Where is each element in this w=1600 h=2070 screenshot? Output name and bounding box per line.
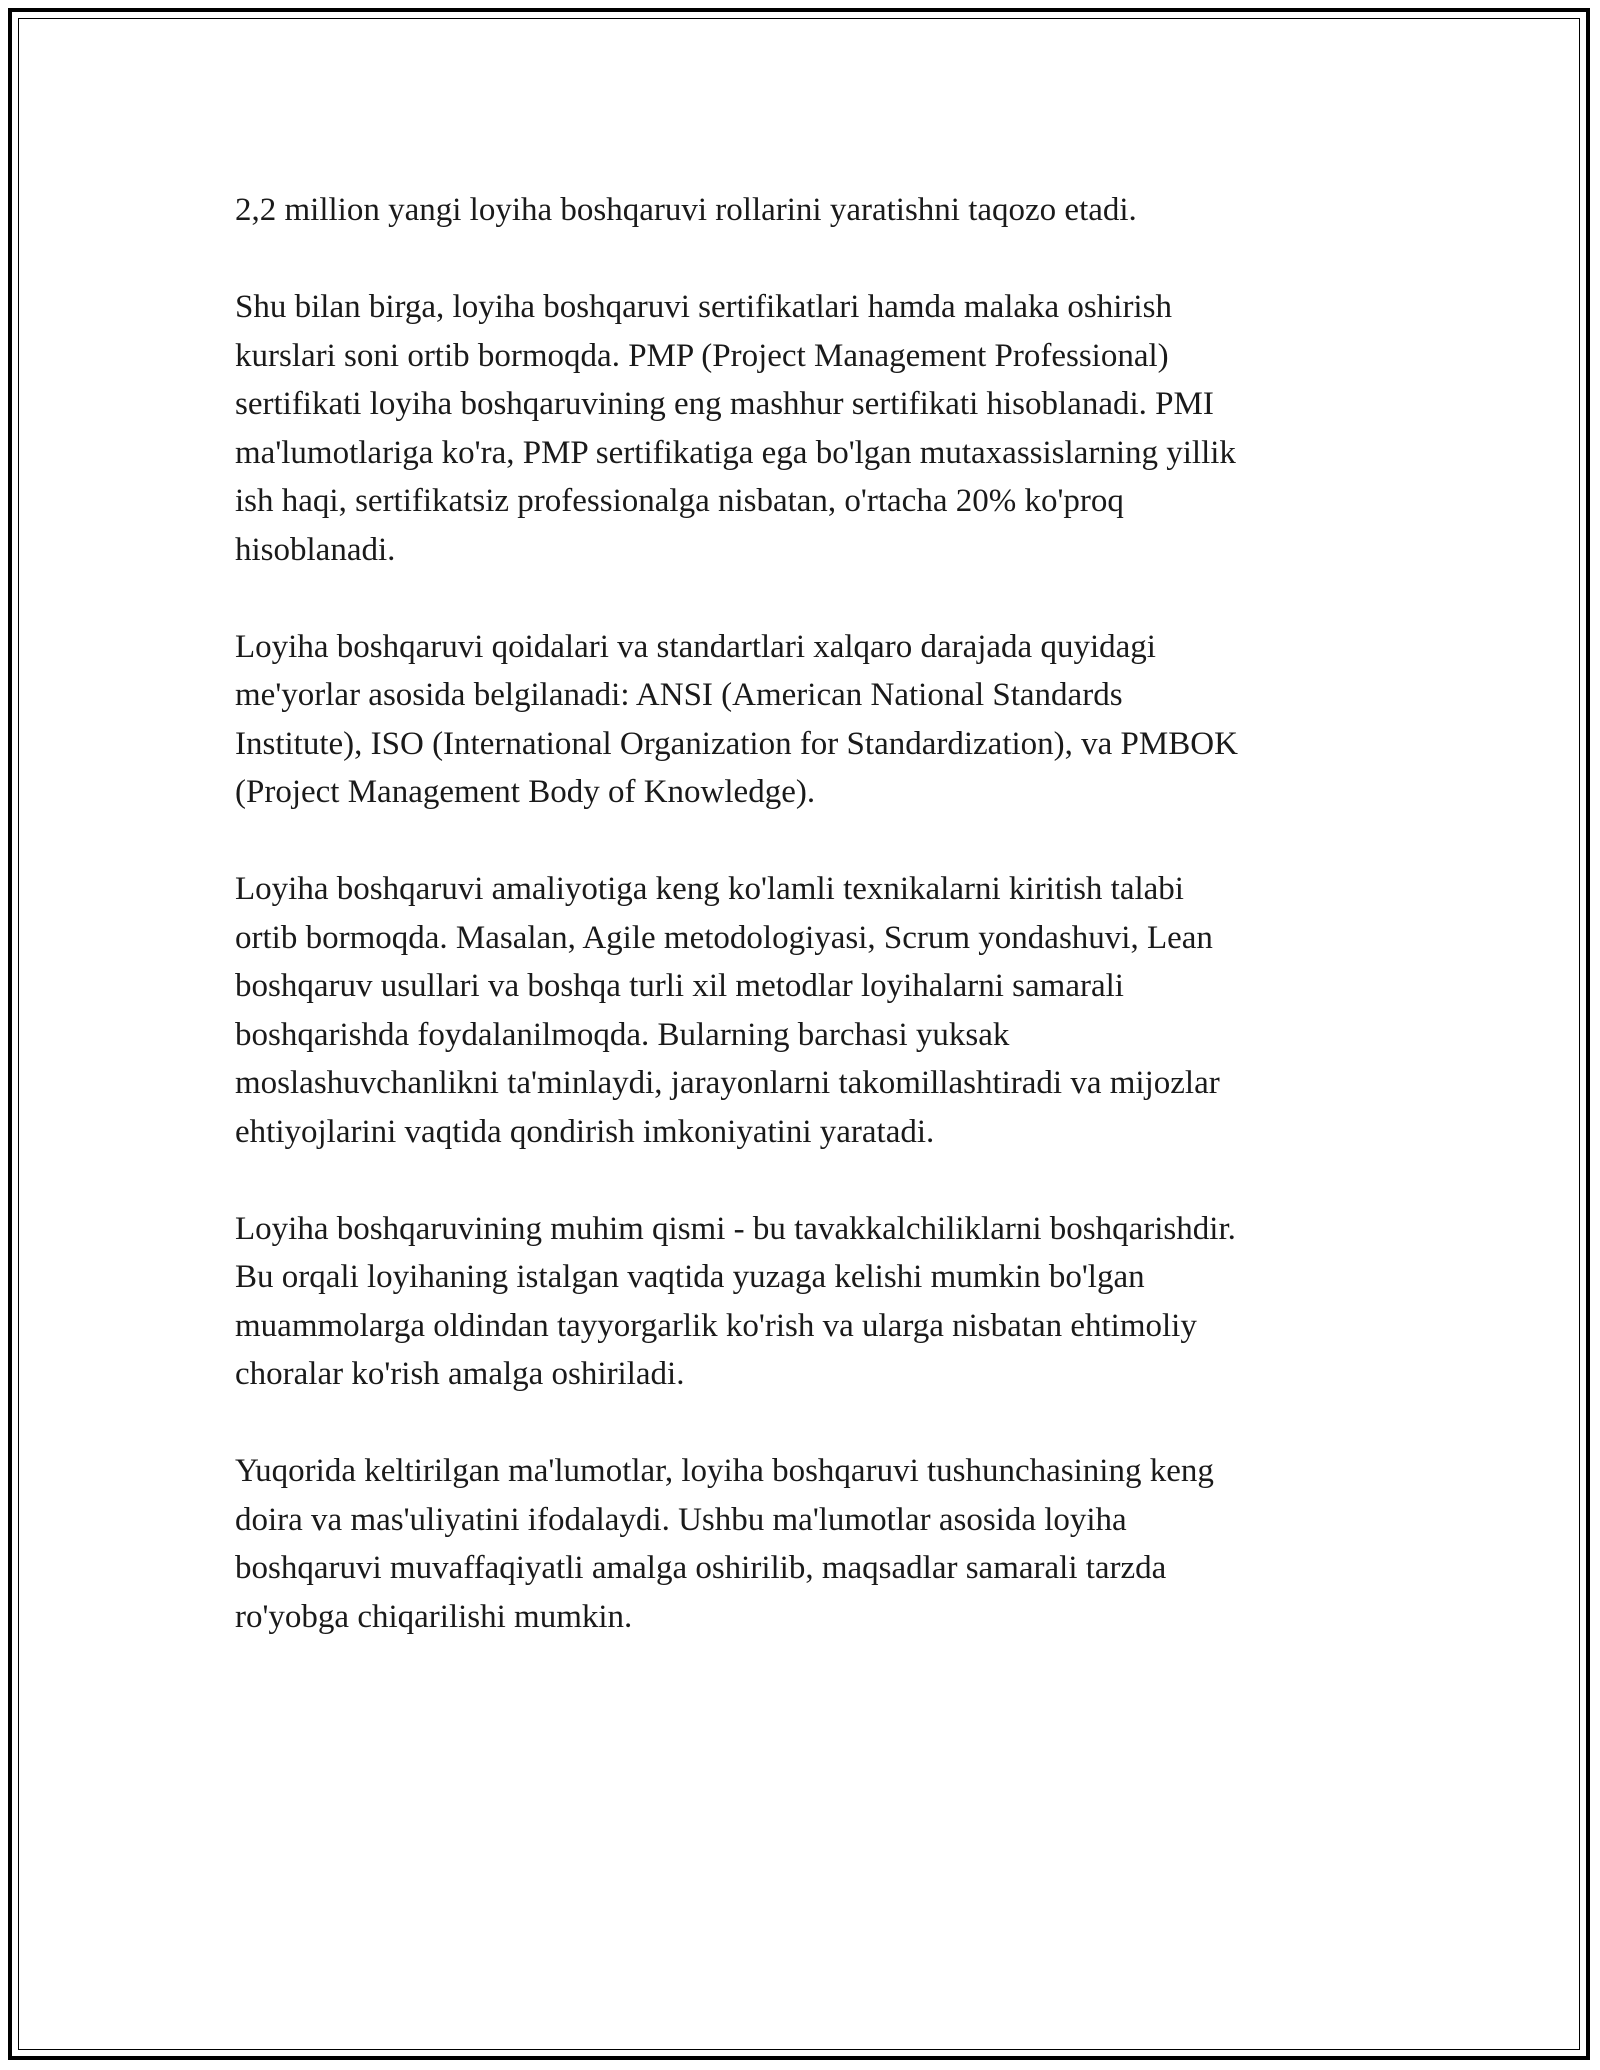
paragraph-6 (235, 1447, 1375, 1641)
paragraph-line: muammolarga oldindan tayyorgarlik ko'rish va ularga nisbatan ehtimoliy (235, 1307, 1197, 1344)
paragraph-line: boshqaruv usullari va boshqa turli xil metodlar loyihalarni samarali (235, 968, 1124, 1004)
paragraph-line: moslashuvchanlikni ta'minlaydi, jarayonlarni takomillashtiradi va mijozlar (235, 1065, 1220, 1101)
document-body (235, 186, 1375, 1690)
paragraph-line: sertifikati loyiha boshqaruvining eng mashhur sertifikati hisoblanadi. PMI (235, 386, 1214, 422)
paragraph-line: boshqarishda foydalanilmoqda. Bularning barchasi yuksak (235, 1016, 1010, 1053)
paragraph-line: ma'lumotlariga ko'ra, PMP sertifikatiga ega bo'lgan mutaxassislarning yillik (235, 434, 1236, 471)
paragraph-line: ro'yobga chiqarilishi mumkin. (235, 1598, 633, 1635)
paragraph-line: choralar ko'rish amalga oshiriladi. (235, 1356, 685, 1392)
paragraph-line: 2,2 million yangi loyiha boshqaruvi rollarini yaratishni taqozo etadi. (235, 192, 1137, 228)
paragraph-4 (235, 865, 1375, 1156)
paragraph-line: me'yorlar asosida belgilanadi: ANSI (American National Standards (235, 677, 1123, 713)
paragraph-2 (235, 283, 1375, 574)
paragraph-line: Loyiha boshqaruvi qoidalari va standartlari xalqaro darajada quyidagi (235, 628, 1156, 665)
paragraph-line: ehtiyojlarini vaqtida qondirish imkoniyatini yaratadi. (235, 1113, 935, 1150)
paragraph-3 (235, 623, 1375, 817)
paragraph-line: Loyiha boshqaruvi amaliyotiga keng ko'lamli texnikalarni kiritish talabi (235, 871, 1184, 907)
paragraph-line: ish haqi, sertifikatsiz professionalga nisbatan, o'rtacha 20% ko'proq (235, 483, 1124, 519)
paragraph-line: Bu orqali loyihaning istalgan vaqtida yuzaga kelishi mumkin bo'lgan (235, 1259, 1145, 1295)
paragraph-line: doira va mas'uliyatini ifodalaydi. Ushbu ma'lumotlar asosida loyiha (235, 1501, 1127, 1538)
paragraph-line: boshqaruvi muvaffaqiyatli amalga oshirilib, maqsadlar samarali tarzda (235, 1550, 1167, 1586)
paragraph-5 (235, 1205, 1375, 1399)
paragraph-line: hisoblanadi. (235, 531, 396, 568)
paragraph-line: Shu bilan birga, loyiha boshqaruvi sertifikatlari hamda malaka oshirish (235, 289, 1172, 325)
paragraph-line: Yuqorida keltirilgan ma'lumotlar, loyiha boshqaruvi tushunchasining keng (235, 1453, 1214, 1489)
paragraph-line: ortib bormoqda. Masalan, Agile metodologiyasi, Scrum yondashuvi, Lean (235, 919, 1213, 956)
paragraph-line: Loyiha boshqaruvining muhim qismi - bu tavakkalchiliklarni boshqarishdir. (235, 1210, 1236, 1247)
paragraph-1 (235, 186, 1375, 235)
paragraph-line: kurslari soni ortib bormoqda. PMP (Project Management Professional) (235, 337, 1169, 374)
paragraph-line: Institute), ISO (International Organization for Standardization), va PMBOK (235, 725, 1238, 762)
paragraph-line: (Project Management Body of Knowledge). (235, 774, 816, 810)
